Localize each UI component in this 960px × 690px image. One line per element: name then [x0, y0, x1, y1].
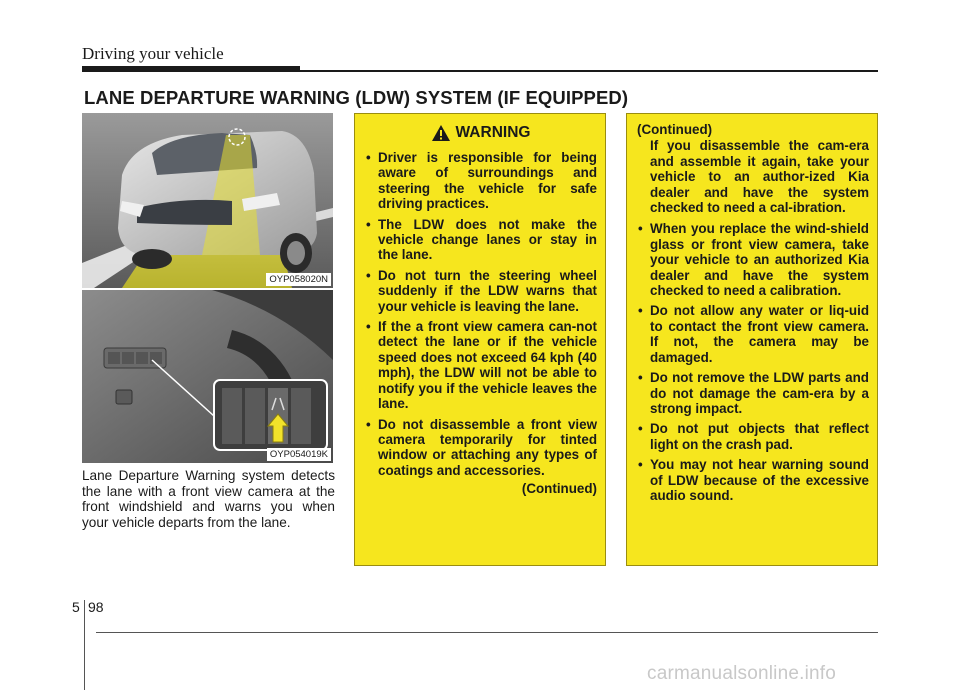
footer-vertical-rule [84, 600, 85, 690]
warning-header [365, 124, 597, 142]
chapter-number: 5 [72, 599, 80, 615]
warning-item: • Do not put objects that reflect light on the crash pad. [637, 421, 869, 452]
ldw-switch-illustration [82, 290, 333, 463]
continued-lead-paragraph: If you disassemble the cam-era and assemble it again, take your vehicle to an author-ized Kia dealer and have the system checked to need a cal-ibration. [650, 138, 869, 216]
footer-rule [96, 632, 878, 633]
header-rule [300, 70, 878, 72]
top-image-code: OYP058020N [266, 273, 331, 286]
warning-item: • Do not remove the LDW parts and do not damage the cam-era by a strong impact. [637, 370, 869, 416]
warning-box [354, 113, 606, 566]
vehicle-svg [82, 113, 333, 288]
continued-heading: (Continued) [637, 122, 713, 137]
warning-item: • If the a front view camera can-not detect the lane or if the vehicle speed does not exceed 64 kph (40 mph), the LDW will not be able to notify you if the vehicle leaves the lane. [365, 319, 597, 411]
warning-list [365, 150, 597, 478]
continued-warning-box [626, 113, 878, 566]
vehicle-camera-illustration [82, 113, 333, 288]
continued-warning-list [637, 221, 869, 503]
page-number: 98 [88, 599, 104, 615]
warning-triangle-icon [432, 125, 450, 141]
warning-item: • You may not hear warning sound of LDW because of the excessive audio sound. [637, 457, 869, 503]
warning-item: • The LDW does not make the vehicle change lanes or stay in the lane. [365, 217, 597, 263]
watermark: carmanualsonline.info [647, 663, 837, 684]
header-bar [82, 66, 300, 72]
warning-item: • Do not allow any water or liq-uid to contact the front view camera. If not, the camera may be damaged. [637, 303, 869, 365]
continued-label: (Continued) [521, 481, 597, 497]
warning-item: • Do not disassemble a front view camera temporarily for tinted window or attaching any types of coatings and accessories. [365, 417, 597, 479]
warning-title: WARNING [455, 124, 531, 141]
dashboard-svg [82, 290, 333, 463]
warning-item: • Do not turn the steering wheel suddenly if the LDW warns that your vehicle is leaving the lane. [365, 268, 597, 314]
warning-item: • Driver is responsible for being aware of surroundings and steering the vehicle for safe driving practices. [365, 150, 597, 212]
intro-paragraph: Lane Departure Warning system detects the lane with a front view camera at the front windshield and warns you when your vehicle departs from the lane. [82, 468, 335, 530]
section-title: LANE DEPARTURE WARNING (LDW) SYSTEM (IF EQUIPPED) [84, 87, 629, 108]
warning-item: • When you replace the wind-shield glass or front view camera, take your vehicle to an authorized Kia dealer and have the system checked to need a calibration. [637, 221, 869, 298]
running-head: Driving your vehicle [82, 44, 224, 63]
bottom-image-code: OYP054019K [267, 448, 331, 461]
